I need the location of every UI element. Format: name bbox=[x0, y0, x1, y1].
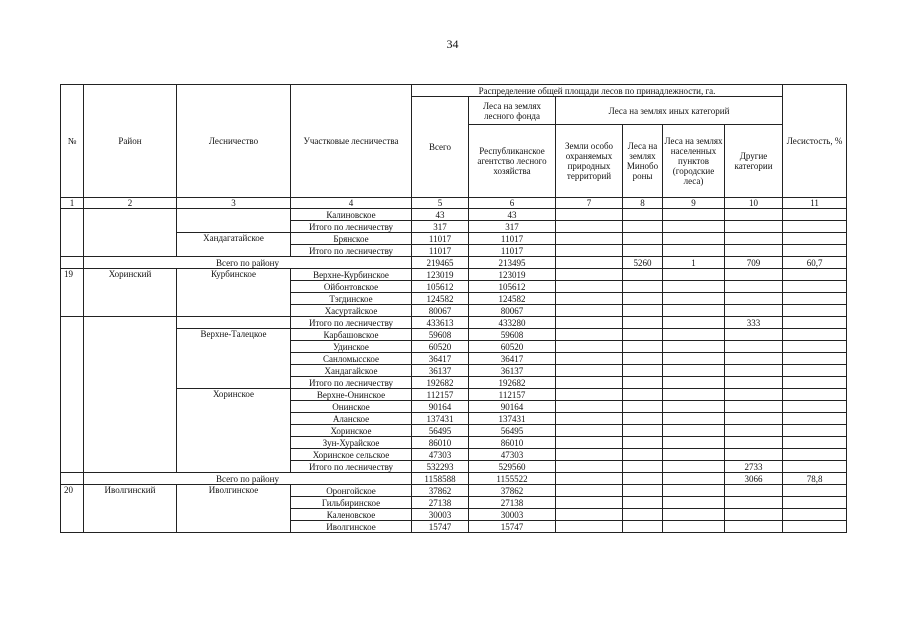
other-cell bbox=[725, 509, 783, 521]
header-republican-agency: Республиканское агентство лесного хозяйства bbox=[469, 125, 556, 198]
defense-cell bbox=[623, 389, 663, 401]
total-cell: 15747 bbox=[412, 521, 469, 533]
other-cell bbox=[725, 269, 783, 281]
republican-cell: 30003 bbox=[469, 509, 556, 521]
header-forestry: Лесничество bbox=[177, 85, 291, 198]
other-cell bbox=[725, 521, 783, 533]
republican-cell: 27138 bbox=[469, 497, 556, 509]
other-cell bbox=[725, 329, 783, 341]
section-cell: Итого по лесничеству bbox=[291, 221, 412, 233]
other-cell: 2733 bbox=[725, 461, 783, 473]
page-number: 34 bbox=[446, 37, 459, 51]
no-cell bbox=[61, 473, 84, 485]
forestry-cell: Курбинское bbox=[177, 269, 291, 317]
section-cell: Итого по лесничеству bbox=[291, 461, 412, 473]
protected-cell bbox=[556, 269, 623, 281]
republican-cell: 317 bbox=[469, 221, 556, 233]
col-number: 6 bbox=[469, 198, 556, 209]
col-number: 7 bbox=[556, 198, 623, 209]
protected-cell bbox=[556, 449, 623, 461]
defense-cell bbox=[623, 485, 663, 497]
republican-cell: 11017 bbox=[469, 233, 556, 245]
forest-distribution-table bbox=[60, 84, 847, 533]
header-protected-areas: Земли особо охраняемых природных территорий bbox=[556, 125, 623, 198]
settlements-cell bbox=[663, 281, 725, 293]
defense-cell bbox=[623, 425, 663, 437]
protected-cell bbox=[556, 233, 623, 245]
other-cell: 333 bbox=[725, 317, 783, 329]
protected-cell bbox=[556, 221, 623, 233]
republican-cell: 213495 bbox=[469, 257, 556, 269]
col-number: 1 bbox=[61, 198, 84, 209]
table-row bbox=[61, 329, 847, 341]
no-cell: 19 bbox=[61, 269, 84, 317]
other-cell: 709 bbox=[725, 257, 783, 269]
protected-cell bbox=[556, 437, 623, 449]
settlements-cell bbox=[663, 437, 725, 449]
district-total-row bbox=[61, 473, 847, 485]
protected-cell bbox=[556, 377, 623, 389]
cover-cell bbox=[783, 425, 847, 437]
other-cell bbox=[725, 233, 783, 245]
settlements-cell bbox=[663, 245, 725, 257]
defense-cell bbox=[623, 293, 663, 305]
total-cell: 137431 bbox=[412, 413, 469, 425]
defense-cell bbox=[623, 401, 663, 413]
total-cell: 43 bbox=[412, 209, 469, 221]
cover-cell: 60,7 bbox=[783, 257, 847, 269]
col-number: 5 bbox=[412, 198, 469, 209]
defense-cell bbox=[623, 329, 663, 341]
cover-cell bbox=[783, 341, 847, 353]
protected-cell bbox=[556, 281, 623, 293]
republican-cell: 433280 bbox=[469, 317, 556, 329]
defense-cell bbox=[623, 449, 663, 461]
section-cell: Итого по лесничеству bbox=[291, 245, 412, 257]
defense-cell bbox=[623, 437, 663, 449]
no-cell: 20 bbox=[61, 485, 84, 533]
section-cell: Верхне-Курбинское bbox=[291, 269, 412, 281]
col-number: 8 bbox=[623, 198, 663, 209]
other-cell bbox=[725, 209, 783, 221]
section-cell: Тэгдинское bbox=[291, 293, 412, 305]
settlements-cell bbox=[663, 329, 725, 341]
defense-cell bbox=[623, 497, 663, 509]
protected-cell bbox=[556, 509, 623, 521]
protected-cell bbox=[556, 473, 623, 485]
other-cell bbox=[725, 485, 783, 497]
cover-cell bbox=[783, 353, 847, 365]
district-total-label: Всего по району bbox=[84, 257, 412, 269]
district-cell bbox=[84, 209, 177, 257]
section-cell: Брянское bbox=[291, 233, 412, 245]
cover-cell bbox=[783, 389, 847, 401]
republican-cell: 123019 bbox=[469, 269, 556, 281]
total-cell: 36137 bbox=[412, 365, 469, 377]
republican-cell: 36417 bbox=[469, 353, 556, 365]
protected-cell bbox=[556, 353, 623, 365]
republican-cell: 11017 bbox=[469, 245, 556, 257]
settlements-cell bbox=[663, 449, 725, 461]
cover-cell bbox=[783, 317, 847, 329]
defense-cell bbox=[623, 377, 663, 389]
republican-cell: 1155522 bbox=[469, 473, 556, 485]
district-total-row bbox=[61, 257, 847, 269]
settlements-cell bbox=[663, 233, 725, 245]
header-settlements: Леса на землях населенных пунктов (городские леса) bbox=[663, 125, 725, 198]
republican-cell: 15747 bbox=[469, 521, 556, 533]
section-cell: Онинское bbox=[291, 401, 412, 413]
cover-cell bbox=[783, 509, 847, 521]
col-number: 2 bbox=[84, 198, 177, 209]
district-cell: Хоринский bbox=[84, 269, 177, 317]
section-cell: Хасуртайское bbox=[291, 305, 412, 317]
republican-cell: 47303 bbox=[469, 449, 556, 461]
header-distribution: Распределение общей площади лесов по принадлежности, га. bbox=[412, 85, 783, 97]
settlements-cell bbox=[663, 377, 725, 389]
section-cell: Итого по лесничеству bbox=[291, 377, 412, 389]
col-number: 11 bbox=[783, 198, 847, 209]
settlements-cell bbox=[663, 269, 725, 281]
forestry-cell: Верхне-Талецкое bbox=[177, 329, 291, 389]
cover-cell bbox=[783, 245, 847, 257]
other-cell bbox=[725, 305, 783, 317]
column-number-row bbox=[61, 198, 847, 209]
defense-cell bbox=[623, 245, 663, 257]
protected-cell bbox=[556, 245, 623, 257]
header-forest-cover: Лесистость, % bbox=[783, 85, 847, 198]
total-cell: 60520 bbox=[412, 341, 469, 353]
forestry-cell bbox=[177, 317, 291, 329]
other-cell bbox=[725, 389, 783, 401]
defense-cell bbox=[623, 413, 663, 425]
defense-cell bbox=[623, 365, 663, 377]
district-total-label: Всего по району bbox=[84, 473, 412, 485]
no-cell bbox=[61, 317, 84, 473]
total-cell: 219465 bbox=[412, 257, 469, 269]
section-cell: Аланское bbox=[291, 413, 412, 425]
settlements-cell bbox=[663, 509, 725, 521]
no-cell bbox=[61, 257, 84, 269]
total-cell: 37862 bbox=[412, 485, 469, 497]
defense-cell bbox=[623, 461, 663, 473]
cover-cell bbox=[783, 521, 847, 533]
defense-cell bbox=[623, 341, 663, 353]
protected-cell bbox=[556, 329, 623, 341]
settlements-cell: 1 bbox=[663, 257, 725, 269]
other-cell bbox=[725, 281, 783, 293]
cover-cell bbox=[783, 437, 847, 449]
republican-cell: 36137 bbox=[469, 365, 556, 377]
cover-cell bbox=[783, 413, 847, 425]
cover-cell bbox=[783, 305, 847, 317]
protected-cell bbox=[556, 257, 623, 269]
defense-cell bbox=[623, 209, 663, 221]
total-cell: 105612 bbox=[412, 281, 469, 293]
section-cell: Калиновское bbox=[291, 209, 412, 221]
defense-cell bbox=[623, 281, 663, 293]
defense-cell bbox=[623, 473, 663, 485]
section-cell: Оронгойское bbox=[291, 485, 412, 497]
republican-cell: 56495 bbox=[469, 425, 556, 437]
cover-cell bbox=[783, 449, 847, 461]
settlements-cell bbox=[663, 521, 725, 533]
other-cell bbox=[725, 221, 783, 233]
settlements-cell bbox=[663, 413, 725, 425]
total-cell: 11017 bbox=[412, 233, 469, 245]
total-cell: 124582 bbox=[412, 293, 469, 305]
defense-cell bbox=[623, 317, 663, 329]
section-cell: Ойбонтовское bbox=[291, 281, 412, 293]
forestry-cell: Хандагатайское bbox=[177, 233, 291, 257]
section-cell: Зун-Хурайское bbox=[291, 437, 412, 449]
total-cell: 532293 bbox=[412, 461, 469, 473]
defense-cell bbox=[623, 221, 663, 233]
district-cell bbox=[84, 317, 177, 473]
total-cell: 30003 bbox=[412, 509, 469, 521]
section-cell: Карбашовское bbox=[291, 329, 412, 341]
other-cell bbox=[725, 377, 783, 389]
protected-cell bbox=[556, 425, 623, 437]
defense-cell bbox=[623, 353, 663, 365]
forestry-cell: Хоринское bbox=[177, 389, 291, 473]
defense-cell bbox=[623, 521, 663, 533]
protected-cell bbox=[556, 317, 623, 329]
section-cell: Хандагайское bbox=[291, 365, 412, 377]
settlements-cell bbox=[663, 353, 725, 365]
other-cell: 3066 bbox=[725, 473, 783, 485]
cover-cell bbox=[783, 485, 847, 497]
table-body bbox=[61, 209, 847, 533]
forestry-cell bbox=[177, 209, 291, 233]
defense-cell bbox=[623, 305, 663, 317]
cover-cell: 78,8 bbox=[783, 473, 847, 485]
republican-cell: 529560 bbox=[469, 461, 556, 473]
cover-cell bbox=[783, 401, 847, 413]
header-section-forestries: Участковые лесничества bbox=[291, 85, 412, 198]
header-other-categories: Леса на землях иных категорий bbox=[556, 97, 783, 125]
cover-cell bbox=[783, 233, 847, 245]
total-cell: 90164 bbox=[412, 401, 469, 413]
cover-cell bbox=[783, 377, 847, 389]
republican-cell: 80067 bbox=[469, 305, 556, 317]
table-row bbox=[61, 485, 847, 497]
header-no: № bbox=[61, 85, 84, 198]
header-defense-lands: Леса на землях Минобо роны bbox=[623, 125, 663, 198]
col-number: 4 bbox=[291, 198, 412, 209]
section-cell: Иволгинское bbox=[291, 521, 412, 533]
table-row bbox=[61, 389, 847, 401]
cover-cell bbox=[783, 329, 847, 341]
protected-cell bbox=[556, 461, 623, 473]
cover-cell bbox=[783, 281, 847, 293]
republican-cell: 124582 bbox=[469, 293, 556, 305]
forestry-cell: Иволгинское bbox=[177, 485, 291, 533]
other-cell bbox=[725, 437, 783, 449]
other-cell bbox=[725, 245, 783, 257]
settlements-cell bbox=[663, 401, 725, 413]
cover-cell bbox=[783, 269, 847, 281]
total-cell: 11017 bbox=[412, 245, 469, 257]
total-cell: 27138 bbox=[412, 497, 469, 509]
settlements-cell bbox=[663, 365, 725, 377]
republican-cell: 59608 bbox=[469, 329, 556, 341]
other-cell bbox=[725, 449, 783, 461]
total-cell: 86010 bbox=[412, 437, 469, 449]
header-district: Район bbox=[84, 85, 177, 198]
defense-cell bbox=[623, 233, 663, 245]
total-cell: 112157 bbox=[412, 389, 469, 401]
cover-cell bbox=[783, 293, 847, 305]
table-header bbox=[61, 85, 847, 209]
header-forest-fund: Леса на землях лесного фонда bbox=[469, 97, 556, 125]
republican-cell: 37862 bbox=[469, 485, 556, 497]
protected-cell bbox=[556, 305, 623, 317]
other-cell bbox=[725, 401, 783, 413]
settlements-cell bbox=[663, 209, 725, 221]
table-row bbox=[61, 269, 847, 281]
other-cell bbox=[725, 413, 783, 425]
settlements-cell bbox=[663, 317, 725, 329]
republican-cell: 60520 bbox=[469, 341, 556, 353]
settlements-cell bbox=[663, 485, 725, 497]
settlements-cell bbox=[663, 305, 725, 317]
total-cell: 317 bbox=[412, 221, 469, 233]
total-cell: 123019 bbox=[412, 269, 469, 281]
protected-cell bbox=[556, 401, 623, 413]
header-other-categories-col: Другие категории bbox=[725, 125, 783, 198]
protected-cell bbox=[556, 365, 623, 377]
section-cell: Хоринское сельское bbox=[291, 449, 412, 461]
protected-cell bbox=[556, 341, 623, 353]
total-cell: 56495 bbox=[412, 425, 469, 437]
protected-cell bbox=[556, 521, 623, 533]
cover-cell bbox=[783, 209, 847, 221]
table-row bbox=[61, 317, 847, 329]
republican-cell: 105612 bbox=[469, 281, 556, 293]
settlements-cell bbox=[663, 497, 725, 509]
table-row bbox=[61, 233, 847, 245]
no-cell bbox=[61, 209, 84, 257]
section-cell: Каленовское bbox=[291, 509, 412, 521]
col-number: 3 bbox=[177, 198, 291, 209]
other-cell bbox=[725, 341, 783, 353]
protected-cell bbox=[556, 209, 623, 221]
settlements-cell bbox=[663, 341, 725, 353]
republican-cell: 112157 bbox=[469, 389, 556, 401]
other-cell bbox=[725, 497, 783, 509]
republican-cell: 43 bbox=[469, 209, 556, 221]
col-number: 9 bbox=[663, 198, 725, 209]
total-cell: 59608 bbox=[412, 329, 469, 341]
other-cell bbox=[725, 293, 783, 305]
section-cell: Гильбиринское bbox=[291, 497, 412, 509]
col-number: 10 bbox=[725, 198, 783, 209]
section-cell: Удинское bbox=[291, 341, 412, 353]
republican-cell: 192682 bbox=[469, 377, 556, 389]
cover-cell bbox=[783, 461, 847, 473]
cover-cell bbox=[783, 365, 847, 377]
section-cell: Итого по лесничеству bbox=[291, 317, 412, 329]
total-cell: 36417 bbox=[412, 353, 469, 365]
other-cell bbox=[725, 353, 783, 365]
cover-cell bbox=[783, 221, 847, 233]
settlements-cell bbox=[663, 461, 725, 473]
section-cell: Хоринское bbox=[291, 425, 412, 437]
settlements-cell bbox=[663, 425, 725, 437]
other-cell bbox=[725, 365, 783, 377]
total-cell: 47303 bbox=[412, 449, 469, 461]
protected-cell bbox=[556, 413, 623, 425]
republican-cell: 86010 bbox=[469, 437, 556, 449]
total-cell: 80067 bbox=[412, 305, 469, 317]
protected-cell bbox=[556, 389, 623, 401]
protected-cell bbox=[556, 293, 623, 305]
section-cell: Верхне-Онинское bbox=[291, 389, 412, 401]
defense-cell: 5260 bbox=[623, 257, 663, 269]
district-cell: Иволгинский bbox=[84, 485, 177, 533]
total-cell: 433613 bbox=[412, 317, 469, 329]
protected-cell bbox=[556, 485, 623, 497]
defense-cell bbox=[623, 269, 663, 281]
settlements-cell bbox=[663, 473, 725, 485]
defense-cell bbox=[623, 509, 663, 521]
settlements-cell bbox=[663, 293, 725, 305]
other-cell bbox=[725, 425, 783, 437]
header-total: Всего bbox=[412, 97, 469, 198]
table-row bbox=[61, 209, 847, 221]
republican-cell: 137431 bbox=[469, 413, 556, 425]
total-cell: 192682 bbox=[412, 377, 469, 389]
section-cell: Санломысское bbox=[291, 353, 412, 365]
settlements-cell bbox=[663, 221, 725, 233]
protected-cell bbox=[556, 497, 623, 509]
republican-cell: 90164 bbox=[469, 401, 556, 413]
cover-cell bbox=[783, 497, 847, 509]
settlements-cell bbox=[663, 389, 725, 401]
total-cell: 1158588 bbox=[412, 473, 469, 485]
